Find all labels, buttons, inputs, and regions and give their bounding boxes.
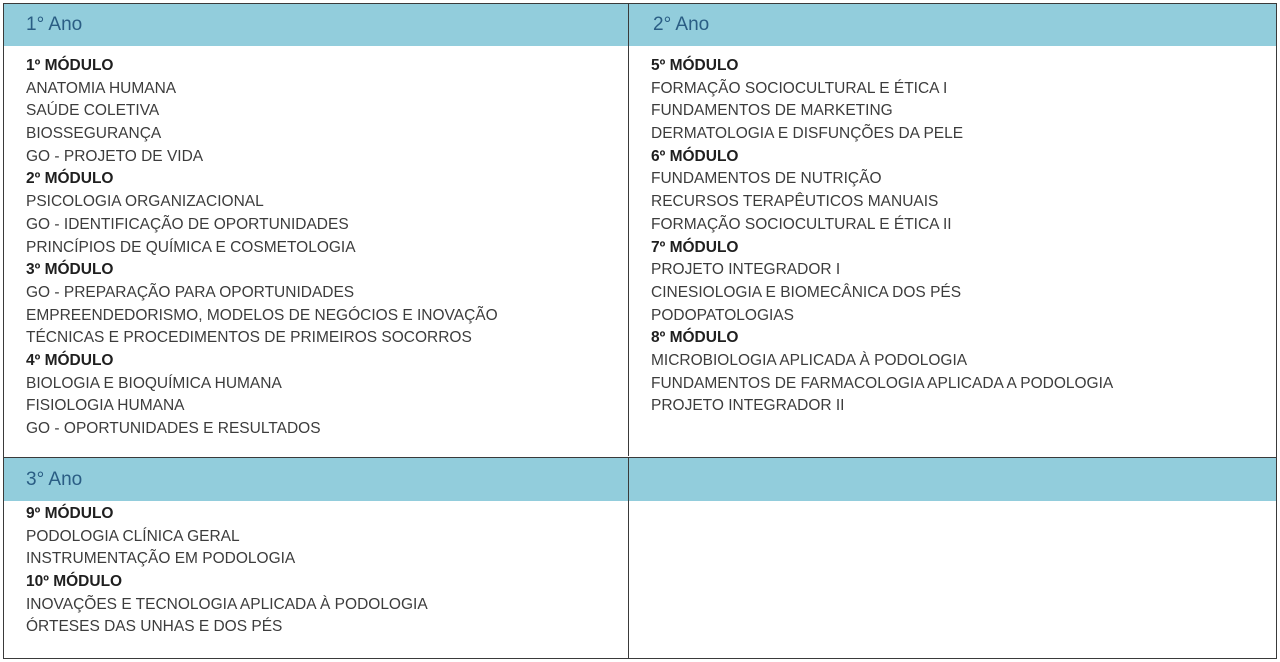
- course-item: BIOSSEGURANÇA: [26, 125, 162, 143]
- module-heading: 7º MÓDULO: [651, 238, 739, 256]
- curriculum-table: [3, 3, 1277, 659]
- course-item: PSICOLOGIA ORGANIZACIONAL: [26, 193, 264, 211]
- module-list: [4, 501, 628, 639]
- course-item: BIOLOGIA E BIOQUÍMICA HUMANA: [26, 374, 282, 392]
- course-item: PODOLOGIA CLÍNICA GERAL: [26, 527, 240, 545]
- course-item: EMPREENDEDORISMO, MODELOS DE NEGÓCIOS E INOVAÇÃO: [26, 306, 498, 324]
- course-item: FUNDAMENTOS DE MARKETING: [651, 102, 893, 120]
- course-item: GO - PREPARAÇÃO PARA OPORTUNIDADES: [26, 283, 355, 301]
- year-title: 2° Ano: [653, 14, 710, 35]
- course-item: TÉCNICAS E PROCEDIMENTOS DE PRIMEIROS SOCORROS: [26, 329, 472, 347]
- year-title: 1° Ano: [26, 14, 83, 35]
- module-heading: 6º MÓDULO: [651, 147, 739, 165]
- course-item: PODOPATOLOGIAS: [651, 306, 794, 324]
- course-item: ÓRTESES DAS UNHAS E DOS PÉS: [26, 618, 283, 636]
- module-list: [4, 46, 628, 441]
- empty-cell: [628, 457, 1276, 658]
- module-heading: 10º MÓDULO: [26, 573, 123, 591]
- course-item: FUNDAMENTOS DE FARMACOLOGIA APLICADA A PODOLOGIA: [651, 374, 1114, 392]
- course-item: SAÚDE COLETIVA: [26, 102, 160, 120]
- course-item: GO - OPORTUNIDADES E RESULTADOS: [26, 420, 321, 437]
- module-heading: 5º MÓDULO: [651, 57, 739, 74]
- module-list: [629, 46, 1276, 418]
- year-header: [629, 4, 1276, 46]
- course-item: RECURSOS TERAPÊUTICOS MANUAIS: [651, 193, 939, 211]
- module-heading: 4º MÓDULO: [26, 351, 114, 369]
- course-item: PROJETO INTEGRADOR I: [651, 261, 841, 279]
- empty-header: [629, 458, 1276, 501]
- year-cell-3: [4, 457, 628, 658]
- year-title: 3° Ano: [26, 468, 83, 490]
- course-item: DERMATOLOGIA E DISFUNÇÕES DA PELE: [651, 125, 964, 143]
- course-item: PROJETO INTEGRADOR II: [651, 397, 845, 415]
- course-item: INSTRUMENTAÇÃO EM PODOLOGIA: [26, 550, 296, 568]
- year-header: [4, 458, 628, 501]
- module-heading: 2º MÓDULO: [26, 170, 114, 188]
- module-heading: 3º MÓDULO: [26, 261, 114, 279]
- module-heading: 1º MÓDULO: [26, 57, 114, 74]
- course-item: FORMAÇÃO SOCIOCULTURAL E ÉTICA I: [651, 79, 948, 97]
- year-cell-2: [628, 4, 1276, 456]
- course-item: FISIOLOGIA HUMANA: [26, 397, 185, 415]
- course-item: ANATOMIA HUMANA: [26, 79, 177, 97]
- year-header: [4, 4, 628, 46]
- course-item: PRINCÍPIOS DE QUÍMICA E COSMETOLOGIA: [26, 238, 356, 256]
- course-item: MICROBIOLOGIA APLICADA À PODOLOGIA: [651, 351, 968, 369]
- course-item: GO - IDENTIFICAÇÃO DE OPORTUNIDADES: [26, 215, 349, 233]
- course-item: CINESIOLOGIA E BIOMECÂNICA DOS PÉS: [651, 283, 962, 301]
- course-item: INOVAÇÕES E TECNOLOGIA APLICADA À PODOLOGIA: [26, 595, 428, 613]
- course-item: FORMAÇÃO SOCIOCULTURAL E ÉTICA II: [651, 215, 952, 233]
- course-item: FUNDAMENTOS DE NUTRIÇÃO: [651, 170, 882, 188]
- module-heading: 8º MÓDULO: [651, 329, 739, 347]
- module-heading: 9º MÓDULO: [26, 505, 114, 522]
- year-cell-1: [4, 4, 628, 456]
- course-item: GO - PROJETO DE VIDA: [26, 147, 204, 165]
